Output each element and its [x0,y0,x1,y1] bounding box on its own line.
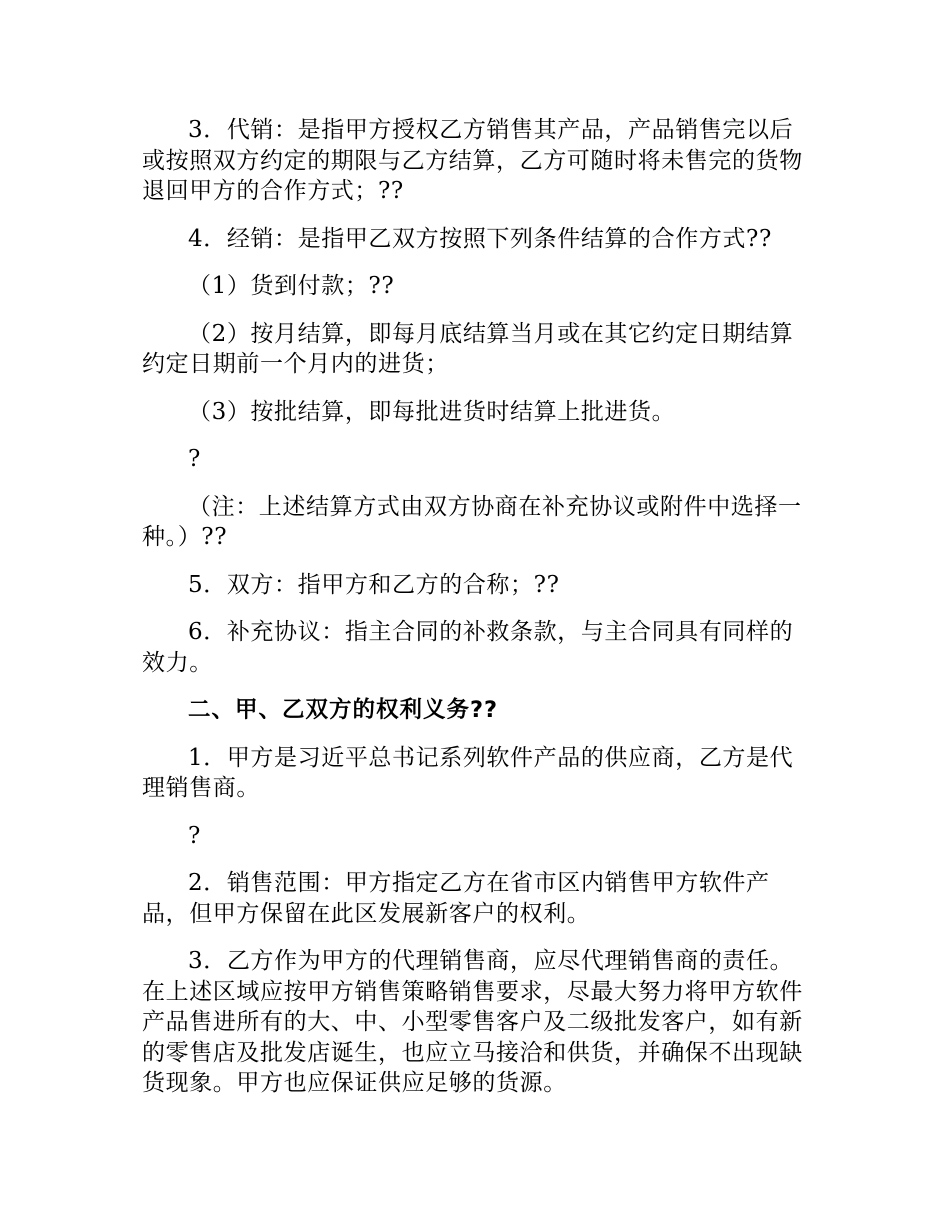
clause-both-parties: 5．双方：指甲方和乙方的合称；?? [188,571,560,598]
placeholder-mark: ? [188,446,201,472]
clause-supplementary-agreement: 6．补充协议：指主合同的补救条款，与主合同具有同样的效力。 [142,619,794,676]
clause-sales-territory: 2．销售范围：甲方指定乙方在省市区内销售甲方软件产品，但甲方保留在此区发展新客户的权利。 [142,870,770,927]
placeholder-mark: ? [188,822,201,849]
settlement-note: （注：上述结算方式由双方协商在补充协议或附件中选择一种。）?? [142,493,802,550]
settlement-per-batch: （3）按批结算，即每批进货时结算上批进货。 [188,398,676,425]
clause-consignment: 3．代销：是指甲方授权乙方销售其产品，产品销售完以后或按照双方约定的期限与乙方结算，乙方可随时将未售完的货物退回甲方的合作方式；?? [142,117,803,204]
clause-distribution: 4．经销：是指甲乙双方按照下列条件结算的合作方式?? [188,225,772,252]
clause-agent-responsibility: 3．乙方作为甲方的代理销售商，应尽代理销售商的责任。在上述区域应按甲方销售策略销售要求，尽最大努力将甲方软件产品售进所有的大、中、小型零售客户及二级批发客户，如有新的零售店及批发店诞生，也应立马接洽和供货，并确保不出现缺货现象。甲方也应保证供应足够的货源。 [142,948,803,1096]
settlement-cash-on-delivery: （1）货到付款；?? [188,273,395,299]
settlement-monthly: （2）按月结算，即每月底结算当月或在其它约定日期结算约定日期前一个月内的进货； [142,320,794,377]
document-body [142,115,812,1099]
clause-supplier-role: 1．甲方是习近平总书记系列软件产品的供应商，乙方是代理销售商。 [142,744,794,801]
section-heading-rights-obligations: 二、甲、乙双方的权利义务?? [188,697,499,723]
